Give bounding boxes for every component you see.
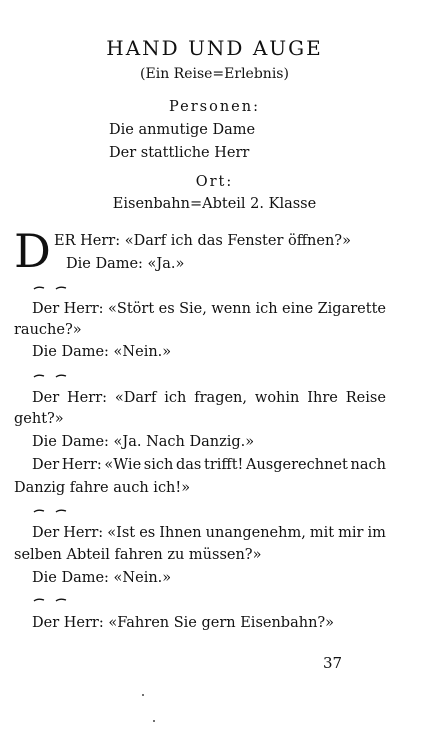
subtitle: (Ein Reise=Erlebnis) bbox=[140, 66, 289, 82]
word: mir bbox=[338, 525, 364, 541]
word: nach bbox=[350, 457, 386, 473]
word: «Stört bbox=[108, 301, 155, 317]
page-number: 37 bbox=[323, 654, 343, 672]
dialogue-line-justified bbox=[32, 457, 386, 473]
dialogue-line-justified bbox=[32, 390, 386, 406]
word: Der bbox=[32, 457, 60, 473]
word: das bbox=[175, 457, 202, 473]
word: Herr: bbox=[63, 301, 104, 317]
dialogue-line: geht?» bbox=[14, 411, 64, 427]
word: wohin bbox=[254, 390, 300, 406]
scene-break-dash bbox=[32, 506, 72, 516]
dialogue-line-justified bbox=[32, 525, 386, 541]
word: Herr: bbox=[67, 390, 108, 406]
word: sich bbox=[143, 457, 174, 473]
cast-heading: Personen: bbox=[169, 99, 260, 115]
dialogue-line: Danzig fahre auch ich!» bbox=[14, 480, 191, 496]
place-heading: Ort: bbox=[195, 174, 234, 190]
word: «Ist bbox=[107, 525, 136, 541]
word: ich bbox=[164, 390, 187, 406]
scene-break-dash bbox=[32, 371, 72, 381]
word: fragen, bbox=[194, 390, 248, 406]
word: Der bbox=[32, 301, 60, 317]
cast-item: Die anmutige Dame bbox=[109, 122, 256, 138]
word: es bbox=[139, 525, 156, 541]
word: Der bbox=[32, 525, 60, 541]
cast-item: Der stattliche Herr bbox=[109, 145, 250, 161]
place-text: Eisenbahn=Abteil 2. Klasse bbox=[112, 196, 317, 212]
word: mit bbox=[309, 525, 335, 541]
page-title: HAND UND AUGE bbox=[106, 36, 323, 60]
drop-cap: D bbox=[14, 224, 51, 278]
word: «Darf bbox=[114, 390, 157, 406]
word: Reise bbox=[345, 390, 386, 406]
word: Ihre bbox=[307, 390, 338, 406]
dialogue-line: Die Dame: «Nein.» bbox=[32, 570, 172, 586]
word: im bbox=[367, 525, 386, 541]
word: Herr: bbox=[61, 457, 102, 473]
dialogue-line: rauche?» bbox=[14, 322, 82, 338]
word: «Wie bbox=[104, 457, 142, 473]
print-speck bbox=[153, 720, 155, 722]
dialogue-line: ER Herr: «Darf ich das Fenster öffnen?» bbox=[54, 233, 351, 249]
dialogue-line: Die Dame: «Ja. Nach Danzig.» bbox=[32, 434, 255, 450]
word: trifft! bbox=[204, 457, 244, 473]
dialogue-line-justified bbox=[32, 301, 386, 317]
word: eine bbox=[282, 301, 314, 317]
word: Ausgerechnet bbox=[246, 457, 348, 473]
word: Der bbox=[32, 390, 60, 406]
print-speck bbox=[142, 694, 144, 696]
word: es bbox=[158, 301, 175, 317]
word: Herr: bbox=[63, 525, 104, 541]
scene-break-dash bbox=[32, 283, 72, 293]
word: wenn bbox=[211, 301, 251, 317]
dialogue-line: Der Herr: «Fahren Sie gern Eisenbahn?» bbox=[32, 615, 335, 631]
word: Ihnen bbox=[159, 525, 202, 541]
scene-break-dash bbox=[32, 595, 72, 605]
dialogue-line: selben Abteil fahren zu müssen?» bbox=[14, 547, 262, 563]
dialogue-line: Die Dame: «Nein.» bbox=[32, 344, 172, 360]
word: Sie, bbox=[179, 301, 207, 317]
word: ich bbox=[255, 301, 278, 317]
word: Zigarette bbox=[317, 301, 386, 317]
dialogue-line: Die Dame: «Ja.» bbox=[66, 256, 185, 272]
word: unangenehm, bbox=[205, 525, 306, 541]
